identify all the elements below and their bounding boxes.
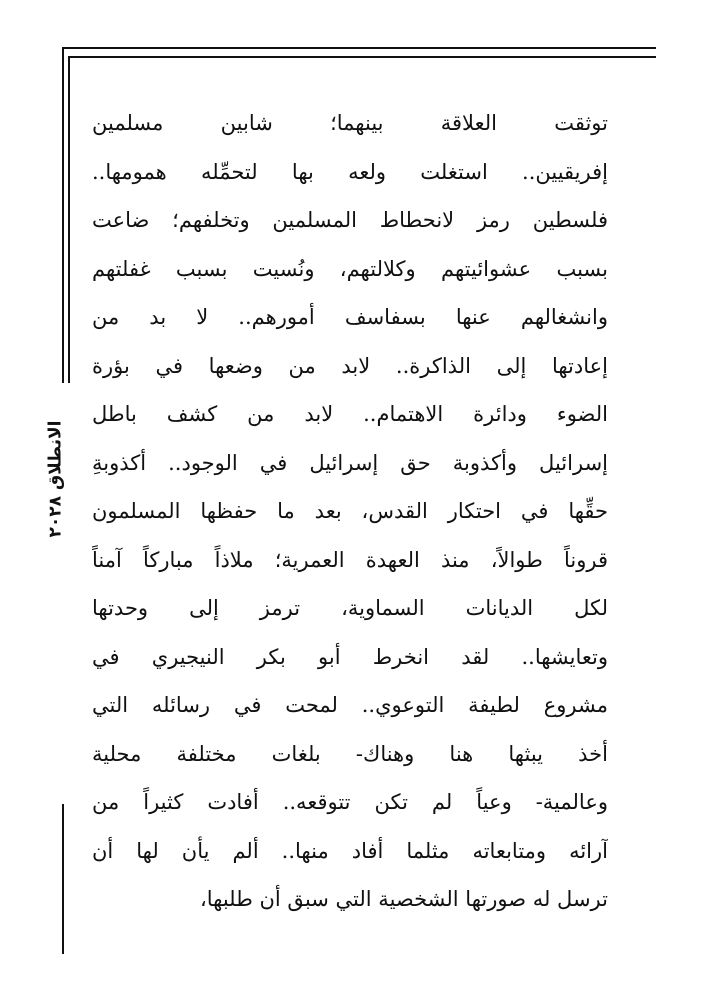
text-line: ترسل له صورتها الشخصية التي سبق أن طلبها، [199,887,608,911]
text-line: مشروع لطيفة التوعوي.. لمحت في رسائله التي [92,693,608,717]
text-line: آرائه ومتابعاته مثلما أفاد منها.. ألم يأن لها أن [92,838,608,863]
text-line: بسبب عشوائيتهم وكلالتهم، ونُسيت بسبب غفلتهم [92,256,608,281]
text-line: فلسطين رمز لانحطاط المسلمين وتخلفهم؛ ضاعت [92,208,608,232]
text-line: لكل الديانات السماوية، ترمز إلى وحدتها [92,596,608,620]
top-rule-outer [62,47,656,49]
running-header-text: الانطلاق ٢٠٢٨ [45,420,66,538]
body-text [92,99,608,924]
left-rule-outer [62,47,64,383]
text-line: توثقت العلاقة بينهما؛ شابين مسلمين [92,111,608,135]
left-bottom-rule [62,804,64,954]
text-line: وعالمية- وعياً لم تكن تتوقعه.. أفادت كثيراً من [92,790,608,814]
text-line: أخذ يبثها هنا وهناك- بلغات مختلفة محلية [92,741,608,766]
text-line: حقِّها في احتكار القدس، بعد ما حفظها المسلمون [92,499,608,523]
text-line: الضوء ودائرة الاهتمام.. لابد من كشف باطل [92,402,608,426]
text-line: وانشغالهم عنها بسفاسف أمورهم.. لا بد من [92,305,608,329]
top-rule-inner [68,56,656,58]
left-rule-inner [68,56,70,383]
text-line: وتعايشها.. لقد انخرط أبو بكر النيجيري في [92,644,608,669]
text-line: إسرائيل وأكذوبة حق إسرائيل في الوجود.. أكذوبةِ [92,450,608,475]
text-line: إعادتها إلى الذاكرة.. لابد من وضعها في بؤرة [92,353,608,378]
running-header [37,379,73,579]
text-line: إفريقيين.. استغلت ولعه بها لتحمِّله همومها.. [92,159,608,184]
text-line: قروناً طوالاً، منذ العهدة العمرية؛ ملاذاً مباركاً آمناً [92,547,608,572]
